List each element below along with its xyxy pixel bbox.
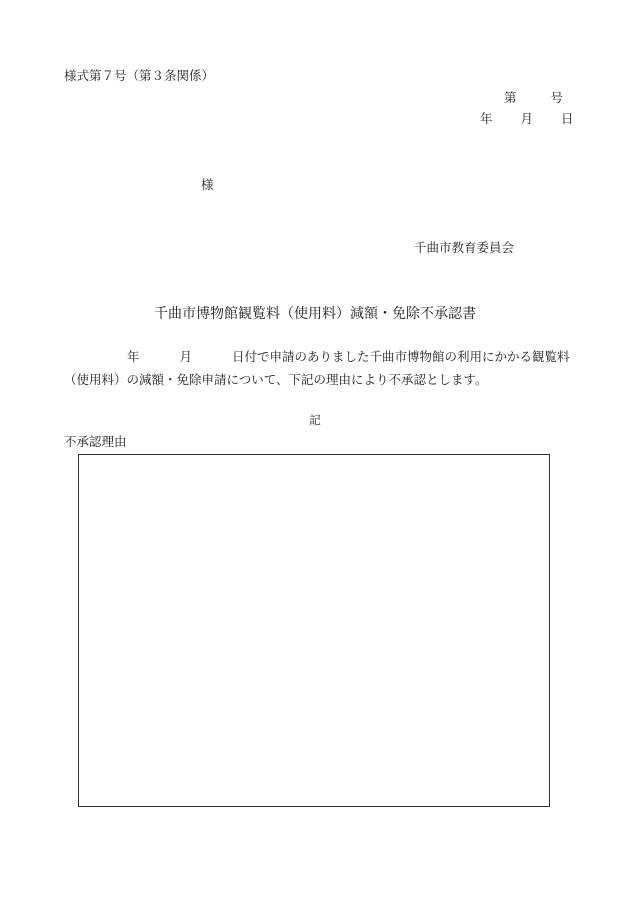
body-line-1-text: 日付で申請のありました千曲市博物館の利用にかかる観覧料 [232, 349, 570, 364]
issuer-name: 千曲市教育委員会 [414, 240, 515, 255]
body-line-1 [127, 347, 570, 365]
document-number-suffix: 号 [550, 90, 564, 105]
body-month-label: 月 [179, 349, 193, 364]
document-number-prefix: 第 [504, 90, 517, 105]
body-year-label: 年 [127, 349, 140, 364]
form-number: 様式第７号（第３条関係） [64, 68, 215, 83]
recipient-honorific: 様 [201, 177, 214, 192]
date-day-label: 日 [561, 111, 574, 126]
ki-marker: 記 [309, 413, 321, 427]
body-line-2: （使用料）の減額・免除申請について、下記の理由により不承認とします。 [64, 372, 488, 387]
document-date [480, 109, 574, 127]
date-year-label: 年 [480, 111, 493, 126]
reason-label: 不承認理由 [64, 434, 127, 449]
reason-box [78, 454, 550, 807]
document-number [504, 88, 563, 106]
date-month-label: 月 [520, 111, 534, 126]
document-title: 千曲市博物館観覧料（使用料）減額・免除不承認書 [154, 306, 476, 322]
